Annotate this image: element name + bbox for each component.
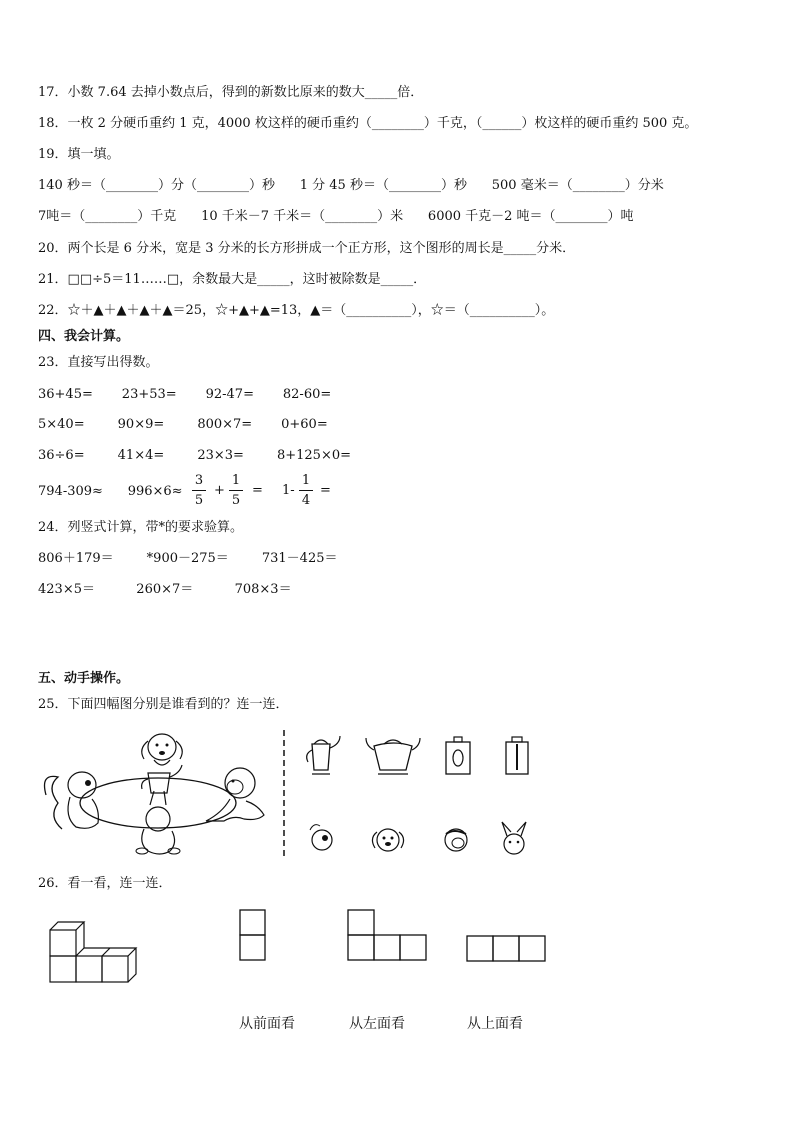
dog-face-icon <box>372 829 403 851</box>
section-5-heading: 五、动手操作。 <box>38 671 130 686</box>
caption-front-view: 从前面看 <box>239 1016 295 1032</box>
question-19-row-2: 7吨＝（________）千克 10 千米－7 千米＝（________）米 6000 千克－2 吨＝（________）吨 <box>38 209 634 224</box>
left-view-diagram <box>347 909 429 963</box>
table-scene-illustration <box>38 725 270 860</box>
teapot-view-1 <box>307 736 340 774</box>
question-19: 19．填一填。 <box>38 147 120 162</box>
teapot-view-3 <box>446 737 470 774</box>
calc-row-2: 5×40= 90×9= 800×7= 0+60= <box>38 417 328 432</box>
top-view-diagram <box>466 935 548 963</box>
one-minus: 1- <box>282 483 295 498</box>
plus-sign: + <box>214 483 225 498</box>
question-22: 22．☆＋▲＋▲＋▲＋▲＝25，☆+▲+▲=13，▲＝（__________），☆＝（__________）。 <box>38 303 555 318</box>
cube-arrangement <box>46 916 138 984</box>
fraction-1-4: 1 4 <box>299 472 313 509</box>
question-24: 24．列竖式计算，带*的要求验算。 <box>38 520 244 535</box>
vertical-calc-row-1: 806＋179＝ *900－275＝ 731－425＝ <box>38 551 338 566</box>
fraction-1-5: 1 5 <box>229 472 243 509</box>
calc-row-1: 36+45= 23+53= 92-47= 82-60= <box>38 387 332 402</box>
animal-faces <box>306 820 534 860</box>
question-21: 21．□□÷5＝11……□，余数最大是_____，这时被除数是_____． <box>38 272 427 287</box>
caption-top-view: 从上面看 <box>467 1016 523 1032</box>
equals-sign-2: = <box>320 483 331 498</box>
calc-row-4: 794-309≈ 996×6≈ <box>38 484 183 499</box>
question-23: 23．直接写出得数。 <box>38 355 159 370</box>
teapot-view-4 <box>506 737 528 774</box>
teapot-views <box>298 734 538 780</box>
monkey-face-icon <box>445 829 467 851</box>
question-17: 17．小数 7.64 去掉小数点后，得到的新数比原来的数大_____倍． <box>38 85 424 100</box>
question-18: 18．一枚 2 分硬币重约 1 克，4000 枚这样的硬币重约（________）千克，（______）枚这样的硬币重约 500 克。 <box>38 116 698 131</box>
section-4-heading: 四、我会计算。 <box>38 329 130 344</box>
question-19-row-1: 140 秒＝（________）分（________）秒 1 分 45 秒＝（________）秒 500 毫米＝（________）分米 <box>38 178 664 193</box>
caption-left-view: 从左面看 <box>349 1016 405 1032</box>
vertical-calc-row-2: 423×5＝ 260×7＝ 708×3＝ <box>38 582 292 597</box>
equals-sign-1: = <box>252 483 263 498</box>
squirrel-face-icon <box>310 825 332 850</box>
teapot-view-2 <box>366 738 420 774</box>
question-20: 20．两个长是 6 分米，宽是 3 分米的长方形拼成一个正方形，这个图形的周长是_____分米． <box>38 241 576 256</box>
rabbit-face-icon <box>502 822 526 854</box>
fraction-3-5: 3 5 <box>192 472 206 509</box>
front-view-diagram <box>239 909 267 963</box>
question-26: 26．看一看，连一连． <box>38 876 172 891</box>
dashed-divider <box>282 730 286 858</box>
question-25: 25．下面四幅图分别是谁看到的？连一连． <box>38 697 289 712</box>
calc-row-3: 36÷6= 41×4= 23×3= 8+125×0= <box>38 448 352 463</box>
